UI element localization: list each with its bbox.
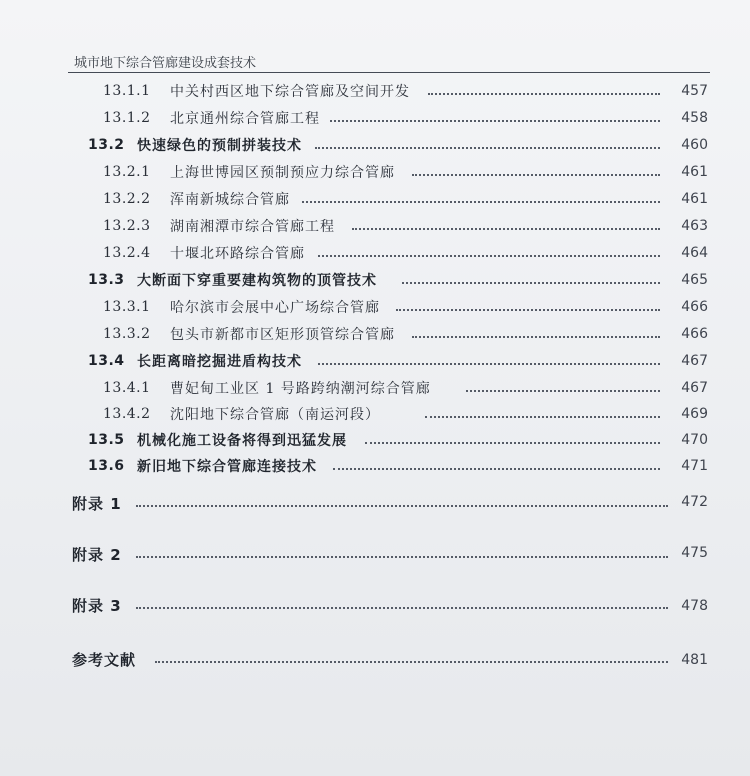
leader-dots: [352, 227, 660, 230]
leader-dots: [333, 467, 660, 470]
toc-entry-number: 13.3.1: [103, 299, 151, 315]
leader-dots: [302, 200, 660, 203]
toc-entry[interactable]: [0, 429, 750, 451]
toc-entry-title: 湖南湘潭市综合管廊工程: [170, 219, 335, 235]
toc-entry[interactable]: [0, 492, 750, 514]
leader-dots: [466, 389, 660, 392]
toc-entry[interactable]: [0, 296, 750, 318]
toc-entry-number: 13.2.4: [103, 245, 151, 261]
toc-entry[interactable]: [0, 242, 750, 264]
toc-entry-title: 附录 2: [72, 545, 122, 564]
toc-entry-title: 沈阳地下综合管廊（南运河段）: [170, 407, 380, 423]
toc-entry-page: 458: [681, 110, 708, 126]
leader-dots: [318, 254, 660, 257]
toc-entry-page: 461: [681, 191, 708, 207]
leader-dots: [136, 504, 668, 507]
toc-entry[interactable]: [0, 80, 750, 102]
toc-entry-title: 附录 3: [72, 596, 122, 615]
toc-entry[interactable]: [0, 134, 750, 156]
toc-entry-title: 机械化施工设备将得到迅猛发展: [137, 433, 347, 449]
toc-entry-number: 13.2.1: [103, 164, 151, 180]
toc-entry-number: 13.2.2: [103, 191, 151, 207]
toc-entry[interactable]: [0, 161, 750, 183]
toc-entry[interactable]: [0, 403, 750, 425]
toc-entry-page: 466: [681, 299, 708, 315]
leader-dots: [412, 173, 660, 176]
leader-dots: [318, 362, 660, 365]
toc-entry-title: 十堰北环路综合管廊: [170, 246, 305, 262]
leader-dots: [365, 441, 660, 444]
toc-entry-page: 467: [681, 353, 708, 369]
toc-entry-title: 大断面下穿重要建构筑物的顶管技术: [137, 273, 377, 289]
toc-entry-title: 中关村西区地下综合管廊及空间开发: [170, 84, 410, 100]
toc-entry-page: 472: [681, 494, 708, 510]
leader-dots: [155, 660, 668, 663]
toc-entry[interactable]: [0, 107, 750, 129]
toc-entry-page: 466: [681, 326, 708, 342]
leader-dots: [330, 119, 660, 122]
leader-dots: [425, 415, 660, 418]
toc-entry-title: 上海世博园区预制预应力综合管廊: [170, 165, 395, 181]
toc-entry-page: 469: [681, 406, 708, 422]
toc-entry-number: 13.5: [88, 432, 125, 448]
toc-entry-page: 457: [681, 83, 708, 99]
leader-dots: [402, 281, 660, 284]
toc-entry-number: 13.4: [88, 353, 125, 369]
toc-entry-page: 467: [681, 380, 708, 396]
toc-entry-page: 481: [681, 652, 708, 668]
leader-dots: [136, 606, 668, 609]
toc-entry-number: 13.4.1: [103, 380, 151, 396]
toc-entry-number: 13.1.1: [103, 83, 151, 99]
toc-entry-page: 460: [681, 137, 708, 153]
leader-dots: [315, 146, 660, 149]
toc-entry-number: 13.3: [88, 272, 125, 288]
toc-entry-title: 北京通州综合管廊工程: [170, 111, 320, 127]
toc-entry[interactable]: [0, 543, 750, 565]
toc-entry-title: 附录 1: [72, 494, 122, 513]
toc-entry[interactable]: [0, 350, 750, 372]
toc-entry-title: 浑南新城综合管廊: [170, 192, 290, 208]
toc-entry-title: 包头市新都市区矩形顶管综合管廊: [170, 327, 395, 343]
toc-entry[interactable]: [0, 648, 750, 670]
toc-entry-page: 464: [681, 245, 708, 261]
toc-entry[interactable]: [0, 323, 750, 345]
toc-entry-page: 475: [681, 545, 708, 561]
toc-entry[interactable]: [0, 188, 750, 210]
toc-entry[interactable]: [0, 455, 750, 477]
leader-dots: [396, 308, 660, 311]
leader-dots: [412, 335, 660, 338]
toc-entry-number: 13.1.2: [103, 110, 151, 126]
toc-entry-number: 13.2: [88, 137, 125, 153]
toc-entry-page: 470: [681, 432, 708, 448]
toc-entry-title: 新旧地下综合管廊连接技术: [137, 459, 317, 475]
toc-entry-number: 13.2.3: [103, 218, 151, 234]
toc-entry[interactable]: [0, 269, 750, 291]
toc-entry[interactable]: [0, 377, 750, 399]
toc-entry-number: 13.3.2: [103, 326, 151, 342]
toc-entry-number: 13.4.2: [103, 406, 151, 422]
toc-entry-page: 471: [681, 458, 708, 474]
leader-dots: [136, 555, 668, 558]
toc-entry-title: 快速绿色的预制拼装技术: [137, 138, 302, 154]
toc-entry-page: 463: [681, 218, 708, 234]
toc-entry-title: 哈尔滨市会展中心广场综合管廊: [170, 300, 380, 316]
toc-entry-page: 478: [681, 598, 708, 614]
toc-entry[interactable]: [0, 594, 750, 616]
toc-entry-page: 465: [681, 272, 708, 288]
toc-entry-number: 13.6: [88, 458, 125, 474]
toc-entry-page: 461: [681, 164, 708, 180]
toc-entry-title: 曹妃甸工业区 1 号路跨纳潮河综合管廊: [170, 381, 431, 397]
toc-entry[interactable]: [0, 215, 750, 237]
leader-dots: [428, 92, 660, 95]
toc-entry-title: 参考文献: [72, 650, 137, 669]
toc-entry-title: 长距离暗挖掘进盾构技术: [137, 354, 302, 370]
running-header: 城市地下综合管廊建设成套技术: [74, 56, 257, 71]
